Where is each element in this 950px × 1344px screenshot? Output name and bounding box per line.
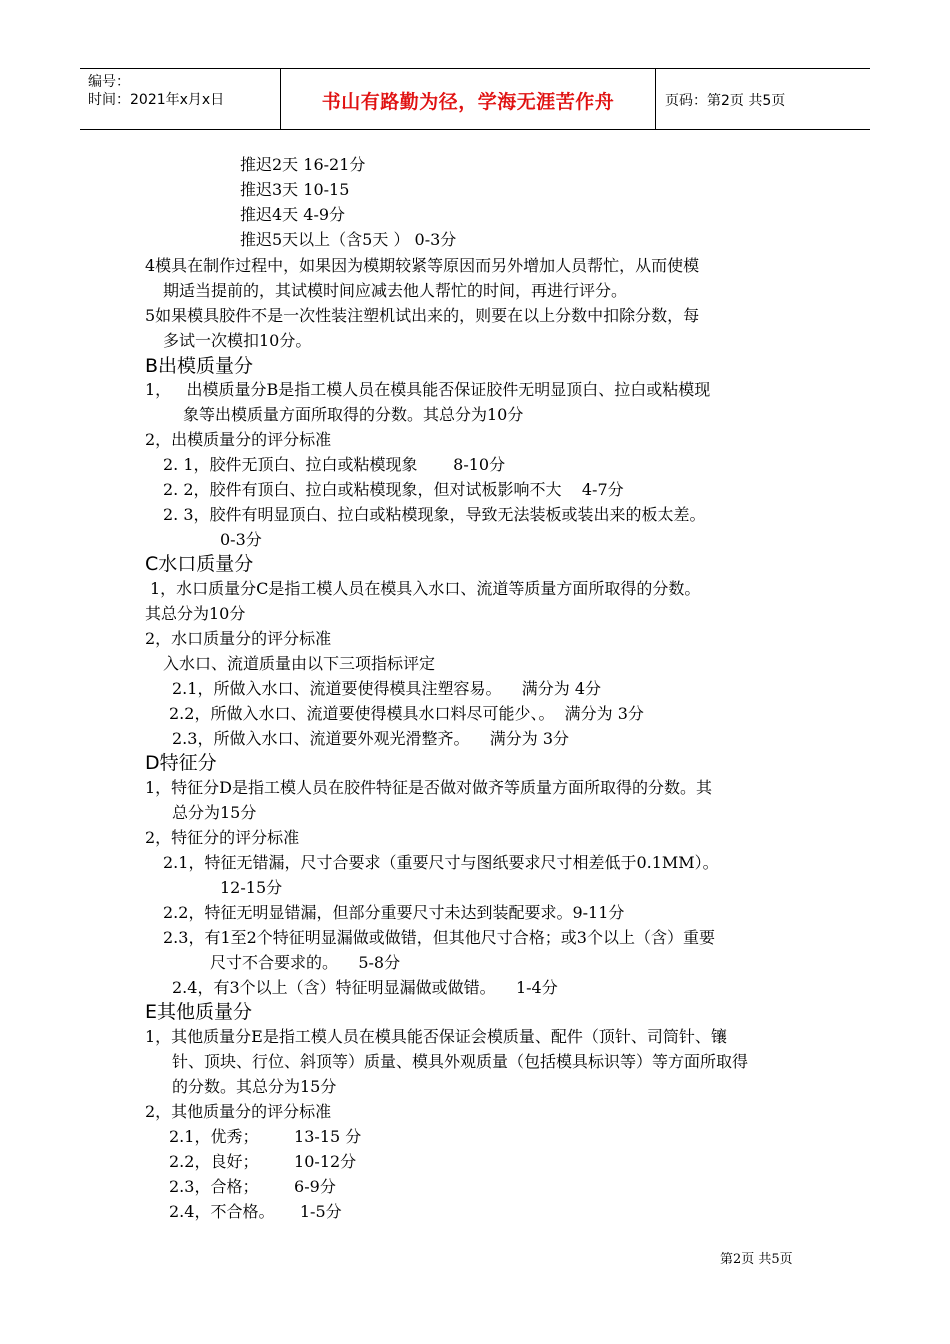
section-heading-c: C水口质量分 <box>145 553 254 575</box>
header-motto: 书山有路勤为径，学海无涯苦作舟 <box>321 91 615 113</box>
text-line: 推迟5天以上（含5天 ） 0-3分 <box>240 230 457 249</box>
text-line: 象等出模质量方面所取得的分数。其总分为10分 <box>183 405 524 424</box>
text-line: 1，其他质量分E是指工模人员在模具能否保证会模质量、配件（顶针、司筒针、镶 <box>145 1027 727 1046</box>
text-line: 入水口、流道质量由以下三项指标评定 <box>163 654 436 673</box>
text-line: 多试一次模扣10分。 <box>163 331 312 350</box>
text-line: 尺寸不合要求的。 5-8分 <box>210 953 401 972</box>
text-line: 12-15分 <box>220 878 283 897</box>
text-line: 4模具在制作过程中，如果因为模期较紧等原因而另外增加人员帮忙，从而使模 <box>145 256 700 275</box>
document-time-label: 时间：2021年x月x日 <box>88 92 225 108</box>
text-line: 2.3，所做入水口、流道要外观光滑整齐。 满分为 3分 <box>172 729 570 748</box>
text-line: 2.3，合格； 6-9分 <box>169 1177 336 1196</box>
text-line: 2.1，优秀； 13-15 分 <box>169 1127 362 1146</box>
text-line: 2，其他质量分的评分标准 <box>145 1102 332 1121</box>
text-line: 2.3，有1至2个特征明显漏做或做错，但其他尺寸合格；或3个以上（含）重要 <box>163 928 715 947</box>
text-line: 其总分为10分 <box>145 604 246 623</box>
text-line: 总分为15分 <box>172 803 257 822</box>
text-line: 2.2，特征无明显错漏，但部分重要尺寸未达到装配要求。9-11分 <box>163 903 625 922</box>
text-line: 2，特征分的评分标准 <box>145 828 300 847</box>
section-heading-e: E其他质量分 <box>145 1001 253 1023</box>
text-line: 2.2，所做入水口、流道要使得模具水口料尽可能少、。 满分为 3分 <box>169 704 644 723</box>
text-line: 2. 1，胶件无顶白、拉白或粘模现象 8-10分 <box>163 455 506 474</box>
text-line: 的分数。其总分为15分 <box>172 1077 337 1096</box>
text-line: 2，水口质量分的评分标准 <box>145 629 332 648</box>
text-line: 2.4，有3个以上（含）特征明显漏做或做错。 1-4分 <box>172 978 558 997</box>
text-line: 2.2，良好； 10-12分 <box>169 1152 357 1171</box>
text-line: 期适当提前的，其试模时间应减去他人帮忙的时间，再进行评分。 <box>163 281 628 300</box>
text-line: 1， 出模质量分B是指工模人员在模具能否保证胶件无明显顶白、拉白或粘模现 <box>145 380 711 399</box>
page-header <box>80 68 870 130</box>
text-line: 1，水口质量分C是指工模人员在模具入水口、流道等质量方面所取得的分数。 <box>150 579 701 598</box>
header-center-cell <box>280 69 656 129</box>
text-line: 推迟4天 4-9分 <box>240 205 346 224</box>
text-line: 1，特征分D是指工模人员在胶件特征是否做对做齐等质量方面所取得的分数。其 <box>145 778 713 797</box>
section-heading-d: D特征分 <box>145 752 217 774</box>
text-line: 0-3分 <box>220 530 262 549</box>
text-line: 2，出模质量分的评分标准 <box>145 430 332 449</box>
text-line: 推迟2天 16-21分 <box>240 155 366 174</box>
text-line: 2.4，不合格。 1-5分 <box>169 1202 342 1221</box>
header-page-label: 页码：第2页 共5页 <box>665 93 786 109</box>
text-line: 2.1，特征无错漏，尺寸合要求（重要尺寸与图纸要求尺寸相差低于0.1MM）。 <box>163 853 719 872</box>
page-footer: 第2页 共5页 <box>720 1252 793 1267</box>
text-line: 2.1，所做入水口、流道要使得模具注塑容易。 满分为 4分 <box>172 679 602 698</box>
section-heading-b: B出模质量分 <box>145 355 254 377</box>
text-line: 针、顶块、行位、斜顶等）质量、模具外观质量（包括模具标识等）等方面所取得 <box>172 1052 749 1071</box>
text-line: 推迟3天 10-15 <box>240 180 350 199</box>
header-left-cell <box>80 69 280 129</box>
text-line: 2. 3，胶件有明显顶白、拉白或粘模现象，导致无法装板或装出来的板太差。 <box>163 505 706 524</box>
document-number-label: 编号： <box>88 74 130 90</box>
text-line: 2. 2，胶件有顶白、拉白或粘模现象，但对试板影响不大 4-7分 <box>163 480 624 499</box>
header-right-cell <box>655 69 870 129</box>
text-line: 5如果模具胶件不是一次性装注塑机试出来的，则要在以上分数中扣除分数，每 <box>145 306 700 325</box>
